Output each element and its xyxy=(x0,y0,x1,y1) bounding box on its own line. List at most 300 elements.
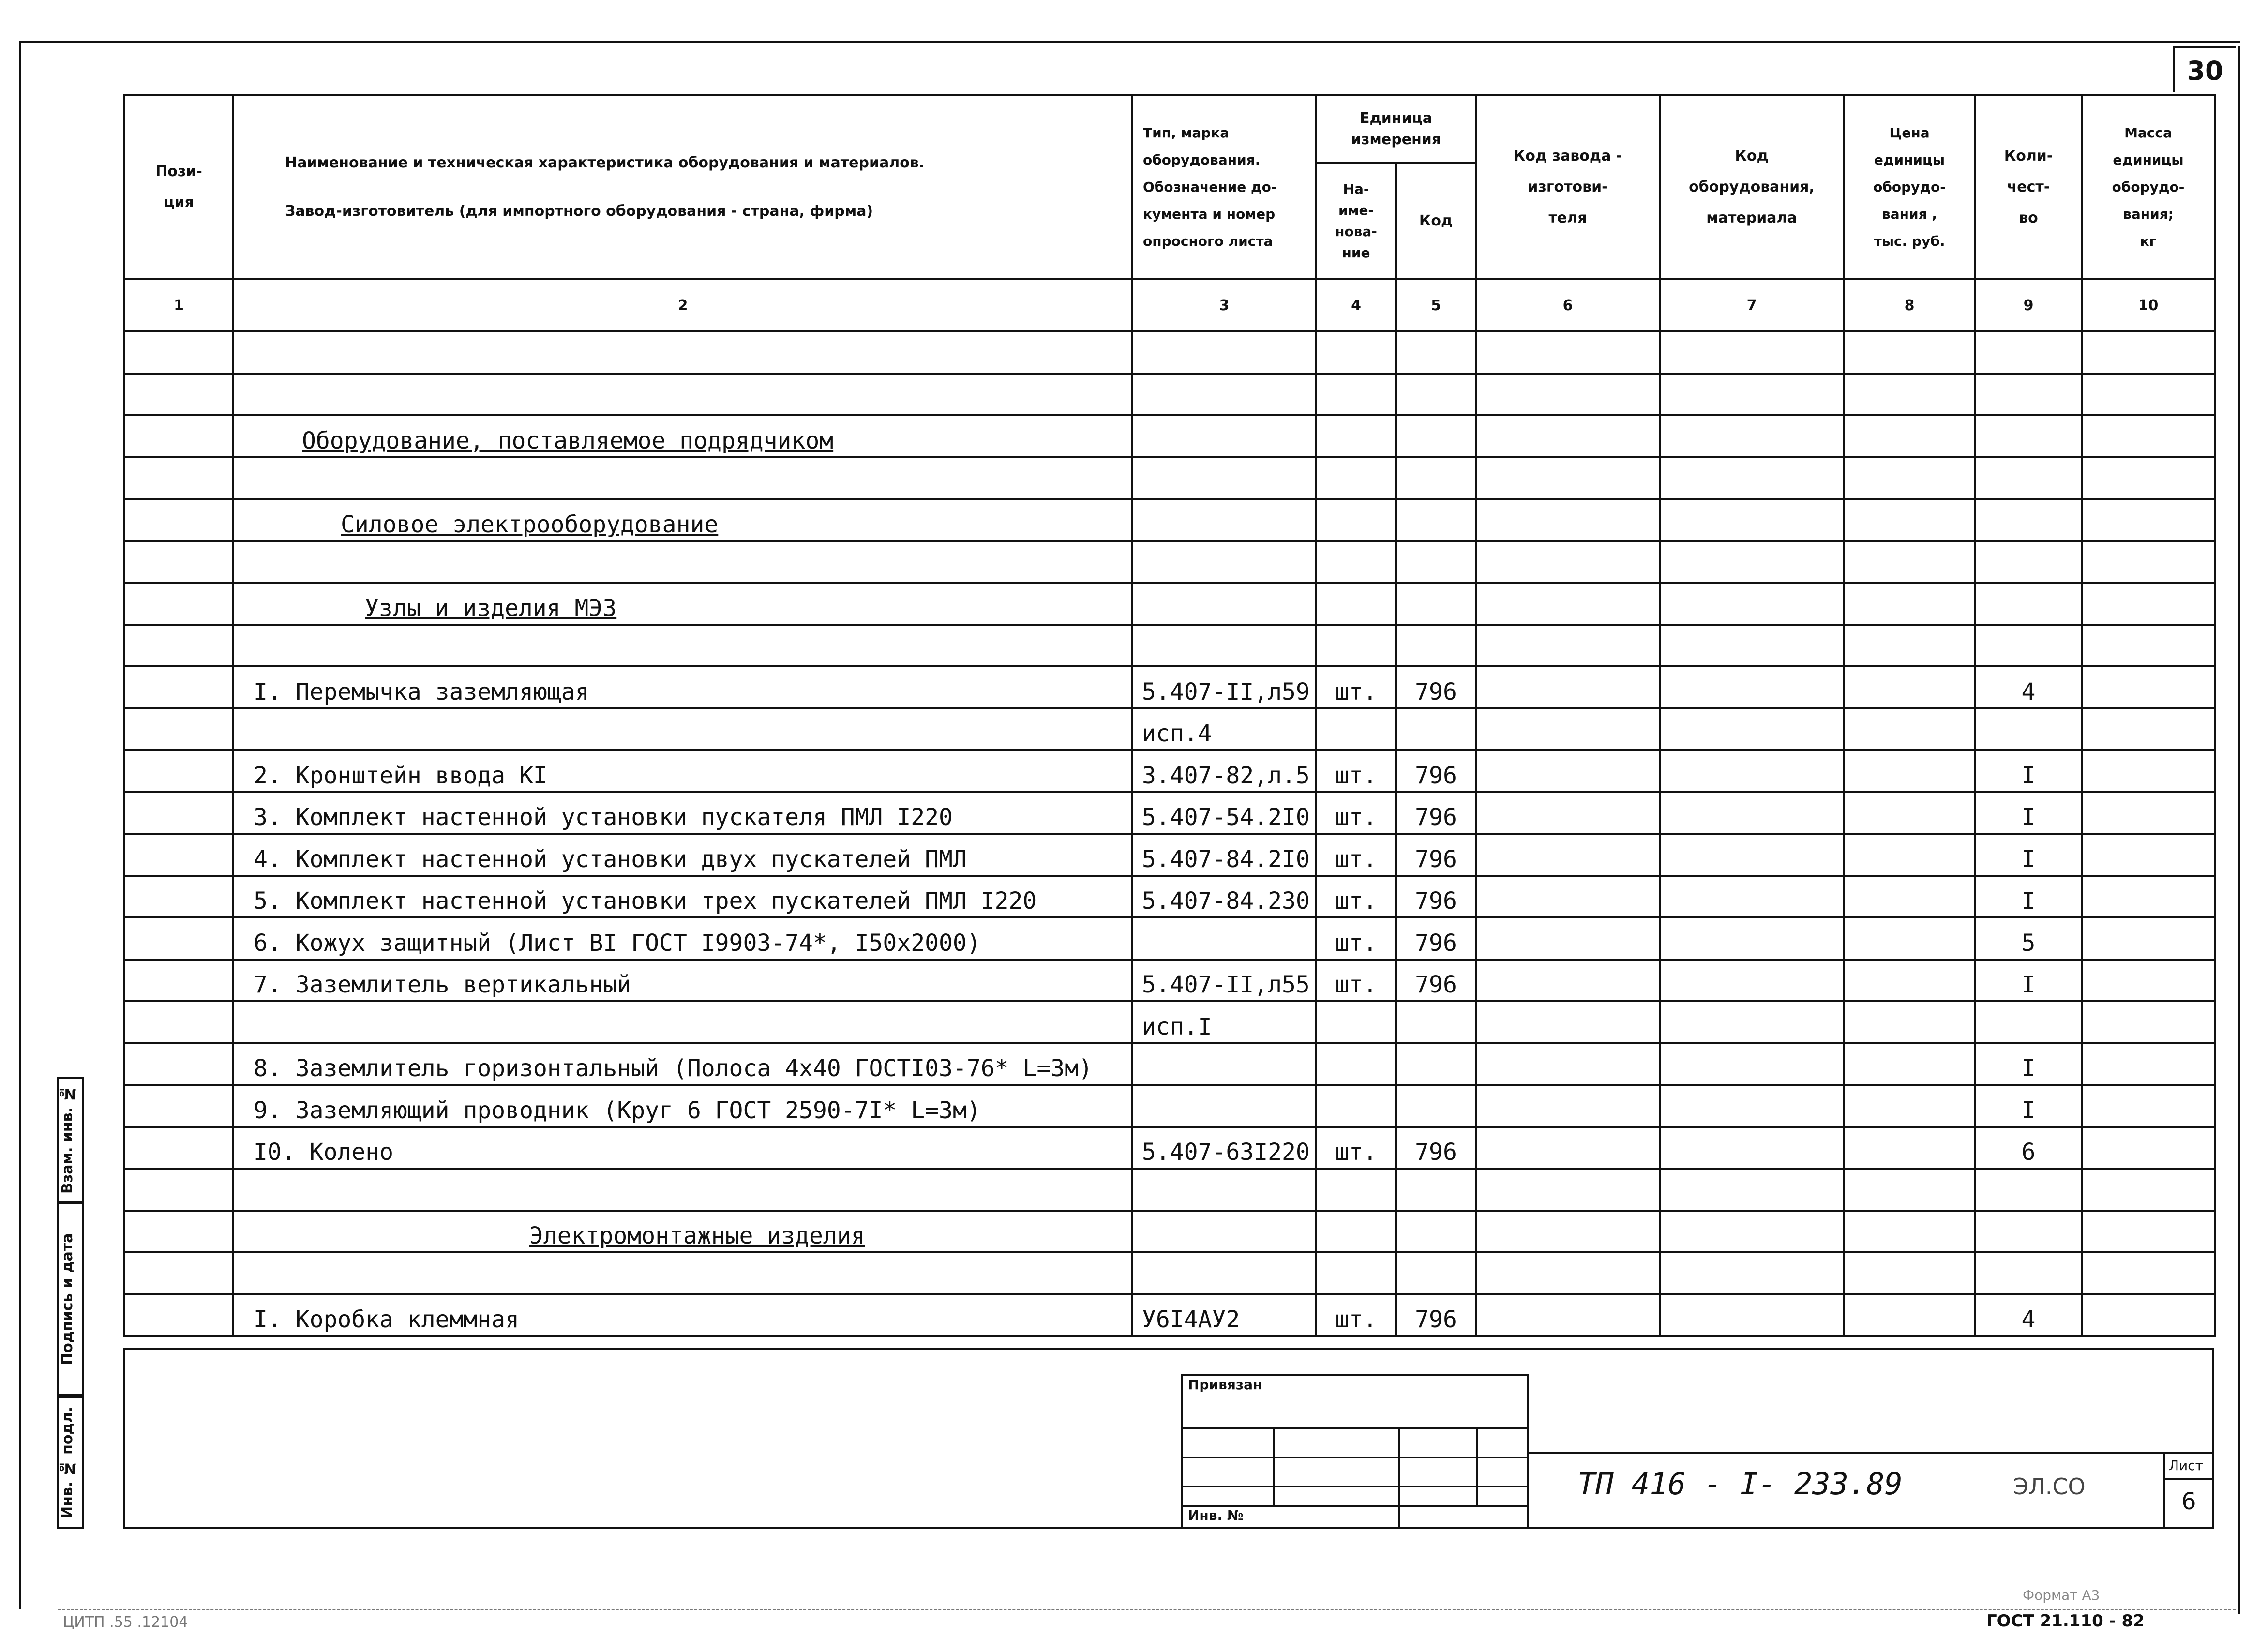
quantity-cell: 5 xyxy=(1975,917,2082,960)
table-row xyxy=(124,457,2215,499)
footer-left-code: ЦИТП .55 .12104 xyxy=(63,1614,188,1631)
factory-code-cell xyxy=(1476,583,1660,625)
item-name-cell: Оборудование, поставляемое подрядчиком xyxy=(233,415,1132,457)
quantity-cell xyxy=(1975,415,2082,457)
item-type-cell: 5.407-84.230 xyxy=(1132,876,1316,918)
position-cell xyxy=(124,750,233,792)
unit-code-cell: 796 xyxy=(1396,792,1476,834)
item-type-cell: 5.407-II,л59 xyxy=(1132,666,1316,708)
mass-cell xyxy=(2082,876,2215,918)
item-name-cell xyxy=(233,1169,1132,1211)
item-name-cell: Электромонтажные изделия xyxy=(233,1211,1132,1253)
table-row xyxy=(124,541,2215,583)
binding-divider xyxy=(1273,1427,1275,1505)
mass-cell xyxy=(2082,625,2215,667)
table-row xyxy=(124,499,2215,541)
price-cell xyxy=(1844,1043,1975,1085)
mass-cell xyxy=(2082,583,2215,625)
unit-code-cell: 796 xyxy=(1396,666,1476,708)
equipment-code-cell xyxy=(1660,457,1844,499)
item-type-cell xyxy=(1132,457,1316,499)
item-type-cell xyxy=(1132,1043,1316,1085)
binding-rule xyxy=(1181,1505,1529,1507)
price-cell xyxy=(1844,1252,1975,1294)
position-cell xyxy=(124,1169,233,1211)
unit-code-cell xyxy=(1396,625,1476,667)
factory-code-cell xyxy=(1476,1294,1660,1337)
position-cell xyxy=(124,708,233,751)
position-cell xyxy=(124,917,233,960)
mass-cell xyxy=(2082,1169,2215,1211)
item-type-cell: исп.I xyxy=(1132,1001,1316,1043)
mass-cell xyxy=(2082,499,2215,541)
equipment-code-cell xyxy=(1660,750,1844,792)
quantity-cell xyxy=(1975,541,2082,583)
unit-code-cell xyxy=(1396,708,1476,751)
factory-code-cell xyxy=(1476,1085,1660,1127)
column-number: 2 xyxy=(233,279,1132,331)
table-row xyxy=(124,750,2215,792)
item-name-cell: 5. Комплект настенной установки трех пускателей ПМЛ I220 xyxy=(233,876,1132,918)
table-row xyxy=(124,792,2215,834)
equipment-code-cell xyxy=(1660,1252,1844,1294)
position-cell xyxy=(124,1127,233,1169)
item-name-cell: 6. Кожух защитный (Лист BI ГОСТ I9903-74*, I50x2000) xyxy=(233,917,1132,960)
quantity-cell xyxy=(1975,457,2082,499)
position-cell xyxy=(124,499,233,541)
quantity-cell: I xyxy=(1975,960,2082,1002)
frame-right-line xyxy=(2238,46,2240,1614)
item-name-cell: I0. Колено xyxy=(233,1127,1132,1169)
mass-cell xyxy=(2082,792,2215,834)
header-factory-code: Код завода - изготови- теля xyxy=(1476,95,1660,279)
footer-dashed-line xyxy=(58,1609,2236,1610)
position-cell xyxy=(124,1085,233,1127)
item-type-cell xyxy=(1132,1211,1316,1253)
equipment-code-cell xyxy=(1660,917,1844,960)
quantity-cell: I xyxy=(1975,1085,2082,1127)
position-cell xyxy=(124,1252,233,1294)
header-unit-group: Единица измерения xyxy=(1316,95,1476,163)
table-row xyxy=(124,1127,2215,1169)
item-type-cell xyxy=(1132,541,1316,583)
unit-code-cell xyxy=(1396,457,1476,499)
position-cell xyxy=(124,960,233,1002)
column-number: 4 xyxy=(1316,279,1396,331)
table-row xyxy=(124,374,2215,416)
item-type-cell xyxy=(1132,1252,1316,1294)
unit-code-cell xyxy=(1396,331,1476,374)
unit-code-cell xyxy=(1396,499,1476,541)
header-name: Наименование и техническая характеристика оборудования и материалов. Завод-изготовитель (для импортного оборудования - страна, фирма) xyxy=(233,95,1132,279)
unit-name-cell xyxy=(1316,374,1396,416)
quantity-cell xyxy=(1975,374,2082,416)
factory-code-cell xyxy=(1476,331,1660,374)
unit-name-cell xyxy=(1316,1252,1396,1294)
price-cell xyxy=(1844,1169,1975,1211)
equipment-code-cell xyxy=(1660,834,1844,876)
table-row xyxy=(124,1085,2215,1127)
quantity-cell xyxy=(1975,1211,2082,1253)
side-label-replaced-inv: Взам. инв. № xyxy=(57,1077,84,1202)
title-block xyxy=(123,1348,2214,1529)
item-type-cell xyxy=(1132,499,1316,541)
equipment-code-cell xyxy=(1660,415,1844,457)
position-cell xyxy=(124,1001,233,1043)
item-type-cell xyxy=(1132,625,1316,667)
header-unit-code: Код xyxy=(1396,163,1476,279)
sheet-number: 6 xyxy=(2181,1488,2196,1515)
price-cell xyxy=(1844,1211,1975,1253)
position-cell xyxy=(124,792,233,834)
factory-code-cell xyxy=(1476,1001,1660,1043)
item-name-cell: 9. Заземляющий проводник (Круг 6 ГОСТ 2590-7I* L=3м) xyxy=(233,1085,1132,1127)
factory-code-cell xyxy=(1476,374,1660,416)
factory-code-cell xyxy=(1476,834,1660,876)
item-type-cell: 5.407-54.2I0 xyxy=(1132,792,1316,834)
price-cell xyxy=(1844,750,1975,792)
factory-code-cell xyxy=(1476,499,1660,541)
factory-code-cell xyxy=(1476,876,1660,918)
unit-name-cell xyxy=(1316,541,1396,583)
unit-name-cell xyxy=(1316,625,1396,667)
factory-code-cell xyxy=(1476,415,1660,457)
item-name-cell: 4. Комплект настенной установки двух пускателей ПМЛ xyxy=(233,834,1132,876)
unit-name-cell xyxy=(1316,1211,1396,1253)
table-row xyxy=(124,960,2215,1002)
header-equipment-code: Код оборудования, материала xyxy=(1660,95,1844,279)
position-cell xyxy=(124,1211,233,1253)
equipment-code-cell xyxy=(1660,666,1844,708)
quantity-cell: I xyxy=(1975,792,2082,834)
item-name-cell: 2. Кронштейн ввода КI xyxy=(233,750,1132,792)
factory-code-cell xyxy=(1476,1043,1660,1085)
unit-name-cell: шт. xyxy=(1316,666,1396,708)
equipment-code-cell xyxy=(1660,1043,1844,1085)
unit-name-cell xyxy=(1316,499,1396,541)
unit-name-cell xyxy=(1316,1085,1396,1127)
equipment-code-cell xyxy=(1660,1085,1844,1127)
unit-name-cell: шт. xyxy=(1316,1127,1396,1169)
equipment-code-cell xyxy=(1660,331,1844,374)
document-mark: ЭЛ.СО xyxy=(2013,1473,2086,1500)
header-unit-name: На- име- нова- ние xyxy=(1316,163,1396,279)
factory-code-cell xyxy=(1476,1127,1660,1169)
price-cell xyxy=(1844,834,1975,876)
equipment-code-cell xyxy=(1660,876,1844,918)
unit-name-cell: шт. xyxy=(1316,960,1396,1002)
column-number: 6 xyxy=(1476,279,1660,331)
unit-code-cell xyxy=(1396,415,1476,457)
equipment-code-cell xyxy=(1660,541,1844,583)
factory-code-cell xyxy=(1476,1169,1660,1211)
mass-cell xyxy=(2082,1294,2215,1337)
price-cell xyxy=(1844,1127,1975,1169)
mass-cell xyxy=(2082,1085,2215,1127)
price-cell xyxy=(1844,1294,1975,1337)
quantity-cell: I xyxy=(1975,1043,2082,1085)
item-name-cell: 7. Заземлитель вертикальный xyxy=(233,960,1132,1002)
quantity-cell: 4 xyxy=(1975,1294,2082,1337)
unit-code-cell: 796 xyxy=(1396,917,1476,960)
quantity-cell xyxy=(1975,499,2082,541)
unit-name-cell xyxy=(1316,708,1396,751)
table-row xyxy=(124,1252,2215,1294)
unit-name-cell: шт. xyxy=(1316,750,1396,792)
table-row xyxy=(124,708,2215,751)
factory-code-cell xyxy=(1476,1252,1660,1294)
mass-cell xyxy=(2082,666,2215,708)
item-type-cell xyxy=(1132,1085,1316,1127)
table-row xyxy=(124,1001,2215,1043)
unit-code-cell xyxy=(1396,1001,1476,1043)
unit-code-cell: 796 xyxy=(1396,876,1476,918)
item-name-cell: I. Коробка клеммная xyxy=(233,1294,1132,1337)
equipment-code-cell xyxy=(1660,1294,1844,1337)
item-name-cell xyxy=(233,625,1132,667)
item-type-cell xyxy=(1132,917,1316,960)
factory-code-cell xyxy=(1476,750,1660,792)
column-number: 3 xyxy=(1132,279,1316,331)
unit-name-cell xyxy=(1316,331,1396,374)
column-number: 9 xyxy=(1975,279,2082,331)
item-type-cell xyxy=(1132,374,1316,416)
column-number: 8 xyxy=(1844,279,1975,331)
factory-code-cell xyxy=(1476,541,1660,583)
factory-code-cell xyxy=(1476,666,1660,708)
binding-divider xyxy=(1398,1427,1400,1529)
unit-code-cell xyxy=(1396,1085,1476,1127)
quantity-cell xyxy=(1975,1252,2082,1294)
equipment-code-cell xyxy=(1660,708,1844,751)
unit-name-cell: шт. xyxy=(1316,917,1396,960)
item-type-cell xyxy=(1132,583,1316,625)
quantity-cell xyxy=(1975,1169,2082,1211)
mass-cell xyxy=(2082,415,2215,457)
table-row xyxy=(124,666,2215,708)
price-cell xyxy=(1844,541,1975,583)
item-name-cell: 8. Заземлитель горизонтальный (Полоса 4x40 ГОСТI03-76* L=3м) xyxy=(233,1043,1132,1085)
item-name-cell xyxy=(233,331,1132,374)
sheet-rule xyxy=(2163,1478,2214,1480)
mass-cell xyxy=(2082,750,2215,792)
unit-code-cell xyxy=(1396,1169,1476,1211)
position-cell xyxy=(124,415,233,457)
unit-code-cell xyxy=(1396,583,1476,625)
item-name-cell xyxy=(233,541,1132,583)
header-price: Цена единицы оборудо- вания , тыс. руб. xyxy=(1844,95,1975,279)
side-label-original-inv: Инв. № подл. xyxy=(57,1396,84,1529)
unit-code-cell xyxy=(1396,374,1476,416)
table-row xyxy=(124,1211,2215,1253)
unit-code-cell: 796 xyxy=(1396,750,1476,792)
price-cell xyxy=(1844,666,1975,708)
table-row xyxy=(124,917,2215,960)
item-type-cell xyxy=(1132,415,1316,457)
mass-cell xyxy=(2082,374,2215,416)
column-number: 7 xyxy=(1660,279,1844,331)
mass-cell xyxy=(2082,1127,2215,1169)
unit-name-cell xyxy=(1316,1169,1396,1211)
footer-format: Формат А3 xyxy=(2023,1587,2100,1603)
mass-cell xyxy=(2082,917,2215,960)
factory-code-cell xyxy=(1476,625,1660,667)
equipment-code-cell xyxy=(1660,1001,1844,1043)
item-type-cell: исп.4 xyxy=(1132,708,1316,751)
price-cell xyxy=(1844,457,1975,499)
mass-cell xyxy=(2082,708,2215,751)
table-row xyxy=(124,415,2215,457)
position-cell xyxy=(124,1043,233,1085)
equipment-code-cell xyxy=(1660,374,1844,416)
factory-code-cell xyxy=(1476,792,1660,834)
item-name-cell: 3. Комплект настенной установки пускателя ПМЛ I220 xyxy=(233,792,1132,834)
item-type-cell: 5.407-II,л55 xyxy=(1132,960,1316,1002)
header-position: Пози- ция xyxy=(124,95,233,279)
item-type-cell: 3.407-82,л.5 xyxy=(1132,750,1316,792)
mass-cell xyxy=(2082,834,2215,876)
price-cell xyxy=(1844,374,1975,416)
table-row xyxy=(124,1043,2215,1085)
unit-name-cell xyxy=(1316,415,1396,457)
price-cell xyxy=(1844,625,1975,667)
position-cell xyxy=(124,625,233,667)
table-row xyxy=(124,1294,2215,1337)
equipment-code-cell xyxy=(1660,1169,1844,1211)
unit-name-cell: шт. xyxy=(1316,1294,1396,1337)
price-cell xyxy=(1844,1001,1975,1043)
page-number: 30 xyxy=(2173,46,2236,92)
factory-code-cell xyxy=(1476,457,1660,499)
unit-code-cell xyxy=(1396,541,1476,583)
factory-code-cell xyxy=(1476,960,1660,1002)
column-number: 1 xyxy=(124,279,233,331)
quantity-cell: I xyxy=(1975,834,2082,876)
unit-code-cell: 796 xyxy=(1396,1127,1476,1169)
unit-name-cell: шт. xyxy=(1316,876,1396,918)
quantity-cell: I xyxy=(1975,750,2082,792)
price-cell xyxy=(1844,1085,1975,1127)
equipment-code-cell xyxy=(1660,960,1844,1002)
item-name-cell: Узлы и изделия МЭЗ xyxy=(233,583,1132,625)
mass-cell xyxy=(2082,1211,2215,1253)
quantity-cell xyxy=(1975,583,2082,625)
quantity-cell: 4 xyxy=(1975,666,2082,708)
position-cell xyxy=(124,541,233,583)
table-row xyxy=(124,834,2215,876)
header-quantity: Коли- чест- во xyxy=(1975,95,2082,279)
unit-code-cell: 796 xyxy=(1396,960,1476,1002)
equipment-code-cell xyxy=(1660,499,1844,541)
mass-cell xyxy=(2082,1043,2215,1085)
table-row xyxy=(124,583,2215,625)
price-cell xyxy=(1844,876,1975,918)
factory-code-cell xyxy=(1476,1211,1660,1253)
unit-name-cell: шт. xyxy=(1316,834,1396,876)
equipment-code-cell xyxy=(1660,583,1844,625)
mass-cell xyxy=(2082,541,2215,583)
mass-cell xyxy=(2082,457,2215,499)
mass-cell xyxy=(2082,1252,2215,1294)
column-number: 10 xyxy=(2082,279,2215,331)
equipment-code-cell xyxy=(1660,625,1844,667)
item-type-cell: У6I4АУ2 xyxy=(1132,1294,1316,1337)
position-cell xyxy=(124,583,233,625)
table-row xyxy=(124,625,2215,667)
item-name-cell xyxy=(233,1252,1132,1294)
position-cell xyxy=(124,666,233,708)
unit-code-cell: 796 xyxy=(1396,1294,1476,1337)
price-cell xyxy=(1844,583,1975,625)
unit-name-cell xyxy=(1316,1001,1396,1043)
header-mass: Масса единицы оборудо- вания; кг xyxy=(2082,95,2215,279)
mass-cell xyxy=(2082,1001,2215,1043)
price-cell xyxy=(1844,415,1975,457)
position-cell xyxy=(124,457,233,499)
sheet-label: Лист xyxy=(2169,1457,2203,1473)
quantity-cell xyxy=(1975,708,2082,751)
price-cell xyxy=(1844,499,1975,541)
unit-name-cell xyxy=(1316,1043,1396,1085)
unit-code-cell xyxy=(1396,1252,1476,1294)
mass-cell xyxy=(2082,331,2215,374)
footer-standard: ГОСТ 21.110 - 82 xyxy=(1986,1611,2145,1631)
quantity-cell: I xyxy=(1975,876,2082,918)
table-row xyxy=(124,876,2215,918)
header-type: Тип, марка оборудования. Обозначение до- кумента и номер опросного листа xyxy=(1132,95,1316,279)
position-cell xyxy=(124,876,233,918)
quantity-cell: 6 xyxy=(1975,1127,2082,1169)
unit-code-cell: 796 xyxy=(1396,834,1476,876)
table-row xyxy=(124,331,2215,374)
item-type-cell: 5.407-63I220 xyxy=(1132,1127,1316,1169)
inv-number-label: Инв. № xyxy=(1188,1507,1244,1523)
binding-label: Привязан xyxy=(1188,1377,1262,1393)
item-type-cell xyxy=(1132,331,1316,374)
unit-name-cell: шт. xyxy=(1316,792,1396,834)
item-name-cell xyxy=(233,708,1132,751)
quantity-cell xyxy=(1975,1001,2082,1043)
unit-name-cell xyxy=(1316,457,1396,499)
price-cell xyxy=(1844,960,1975,1002)
item-name-cell xyxy=(233,374,1132,416)
title-rule xyxy=(1529,1452,2214,1454)
item-name-cell: I. Перемычка заземляющая xyxy=(233,666,1132,708)
mass-cell xyxy=(2082,960,2215,1002)
position-cell xyxy=(124,1294,233,1337)
unit-name-cell xyxy=(1316,583,1396,625)
item-name-cell xyxy=(233,1001,1132,1043)
quantity-cell xyxy=(1975,331,2082,374)
column-number-row xyxy=(124,279,2215,331)
item-name-cell xyxy=(233,457,1132,499)
side-label-signature-date: Подпись и дата xyxy=(57,1202,84,1396)
position-cell xyxy=(124,834,233,876)
unit-code-cell xyxy=(1396,1211,1476,1253)
equipment-code-cell xyxy=(1660,792,1844,834)
item-name-cell: Силовое электрооборудование xyxy=(233,499,1132,541)
quantity-cell xyxy=(1975,625,2082,667)
equipment-code-cell xyxy=(1660,1127,1844,1169)
specification-table xyxy=(123,94,2216,1337)
equipment-code-cell xyxy=(1660,1211,1844,1253)
price-cell xyxy=(1844,917,1975,960)
document-code: ТП 416 - I- 233.89 xyxy=(1577,1466,1903,1502)
table-row xyxy=(124,1169,2215,1211)
factory-code-cell xyxy=(1476,917,1660,960)
price-cell xyxy=(1844,792,1975,834)
item-type-cell xyxy=(1132,1169,1316,1211)
